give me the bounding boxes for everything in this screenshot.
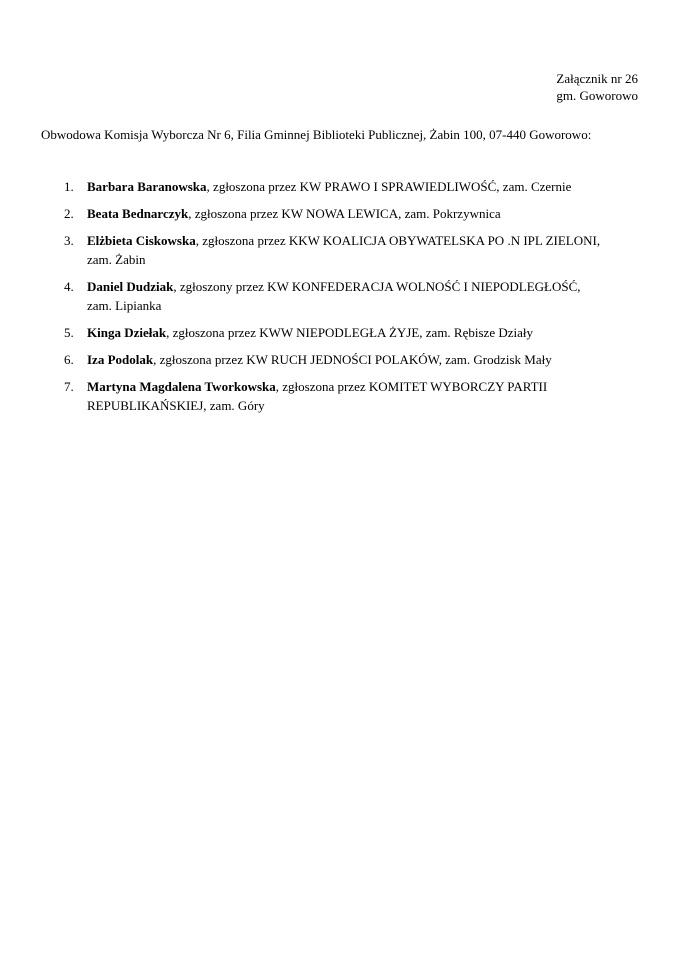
- item-number: 1.: [64, 179, 74, 194]
- member-name: Iza Podolak: [87, 352, 154, 367]
- item-number: 3.: [64, 233, 74, 248]
- member-details-continued: zam. Lipianka: [87, 298, 162, 313]
- item-number: 2.: [64, 206, 74, 221]
- list-item: [0, 377, 679, 415]
- member-details: , zgłoszona przez KW RUCH JEDNOŚCI POLAKÓW, zam. Grodzisk Mały: [153, 352, 552, 367]
- member-details: , zgłoszony przez KW KONFEDERACJA WOLNOŚĆ I NIEPODLEGŁOŚĆ,: [173, 279, 581, 294]
- member-details: , zgłoszona przez KOMITET WYBORCZY PARTII: [275, 379, 548, 394]
- member-details: , zgłoszona przez KKW KOALICJA OBYWATELSKA PO .N IPL ZIELONI,: [195, 233, 601, 248]
- list-item: [0, 231, 679, 269]
- member-name: Beata Bednarczyk: [87, 206, 189, 221]
- annex-municipality: gm. Goworowo: [556, 88, 638, 103]
- member-name: Martyna Magdalena Tworkowska: [87, 379, 276, 394]
- item-number: 5.: [64, 325, 74, 340]
- item-number: 7.: [64, 379, 74, 394]
- member-name: Elżbieta Ciskowska: [87, 233, 196, 248]
- committee-heading: Obwodowa Komisja Wyborcza Nr 6, Filia Gminnej Biblioteki Publicznej, Żabin 100, 07-440 Goworowo:: [41, 127, 592, 142]
- list-item: [0, 277, 679, 315]
- item-number: 4.: [64, 279, 74, 294]
- member-details-continued: zam. Żabin: [87, 252, 146, 267]
- member-name: Daniel Dudziak: [87, 279, 174, 294]
- list-item: [0, 350, 679, 369]
- list-item: [0, 177, 679, 196]
- item-number: 6.: [64, 352, 74, 367]
- member-details: , zgłoszona przez KW NOWA LEWICA, zam. Pokrzywnica: [188, 206, 501, 221]
- member-details: , zgłoszona przez KW PRAWO I SPRAWIEDLIWOŚĆ, zam. Czernie: [206, 179, 572, 194]
- member-details-continued: REPUBLIKAŃSKIEJ, zam. Góry: [87, 398, 265, 413]
- annex-number: Załącznik nr 26: [556, 71, 638, 86]
- annex-header: [556, 70, 638, 104]
- member-details: , zgłoszona przez KWW NIEPODLEGŁA ŻYJE, zam. Rębisze Działy: [166, 325, 533, 340]
- member-name: Kinga Dziełak: [87, 325, 167, 340]
- list-item: [0, 323, 679, 342]
- member-name: Barbara Baranowska: [87, 179, 207, 194]
- list-item: [0, 204, 679, 223]
- member-list: [0, 177, 679, 423]
